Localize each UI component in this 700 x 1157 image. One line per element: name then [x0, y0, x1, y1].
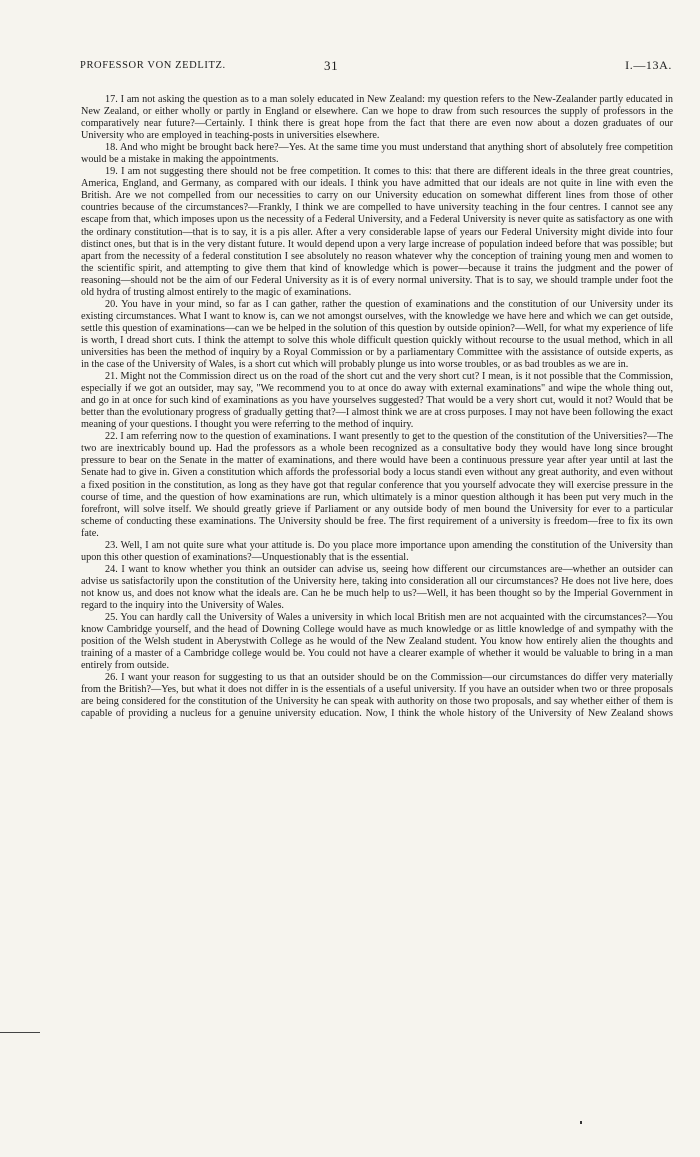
- paragraph-23: 23. Well, I am not quite sure what your attitude is. Do you place more importance upon amending the constitution of the University than upon this other question of examinations?—Unquestionably that is the essential.: [81, 539, 673, 563]
- paragraph-17: 17. I am not asking the question as to a man solely educated in New Zealand: my question refers to the New-Zealander partly educated in New Zealand, or either wholly or partly in England or elsewhere. Can we hope to draw from such resources the supply of professors in the comparatively near future?—Certainly. I think there is great hope from the fact that there are even now about a dozen graduates of our University who are employed in teaching-posts in universities elsewhere.: [81, 94, 673, 142]
- paragraph-22: 22. I am referring now to the question of examinations. I want presently to get to the question of the constitution of the Universities?—The two are inextricably bound up. Had the professors as a whole been recognized as a consultative body they would have long since brought pressure to bear on the Senate in the matter of examinations, and there would have been a continuous pressure year after year until at last the Senate had to give in. Given a constitution which affords the professorial body a locus standi even without any great authority, and even without a fixed position in the constitution, as long as they have got that regular conference that you yourself advocate they will exercise pressure in the course of time, and the question of how examinations are run, which ultimately is a minor question although it has been put very much in the forefront, will solve itself. We should greatly grieve if Parliament or any outside body of men bound the University for ever to a particular scheme of conducting these examinations. The University should be free. The first requirement of a university is freedom—free to fix its own fate.: [81, 431, 673, 539]
- paragraph-21: 21. Might not the Commission direct us on the road of the short cut and the very short cut? I mean, is it not possible that the Commission, especially if we got an outsider, may say, "We recommend you to at once do away with external examinations" and wipe the whole thing out, and go in at once for such kind of examinations as you have yourselves suggested? That would be a very short cut, would it not? Would that be better than the evolutionary progress of gradually getting that?—I almost think we are at cross purposes. I may not have been following the exact meaning of your questions. I thought you were referring to the method of inquiry.: [81, 371, 673, 431]
- paragraph-20: 20. You have in your mind, so far as I can gather, rather the question of examinations and the constitution of our University under its existing circumstances. What I want to know is, can we not amongst ourselves, with the knowledge we have here and which we can get outside, settle this question of examinations—can we be helped in the solution of this question by outside opinion?—Well, for what my experience of life is worth, I dread short cuts. I think the attempt to solve this whole difficult question quickly without recourse to the usual method, which in all universities has been the method of inquiry by a Royal Commission or by a parliamentary Committee with the assistance of outside experts, as in the case of the University of Wales, is a short cut which will probably plunge us into worse troubles, or as bad troubles as we are in.: [81, 298, 673, 371]
- page-header: [80, 58, 672, 74]
- margin-rule: [0, 1032, 40, 1033]
- paragraph-26: 26. I want your reason for suggesting to us that an outsider should be on the Commission—our circumstances do differ very materially from the British?—Yes, but what it does not differ in is the essentials of a useful university. If you have an outsider when two or three proposals are being considered for the constitution of the University he can speak with authority on those two proposals, and say whether either of them is capable of providing a nucleus for a genuine university education. Now, I think the whole history of the University of New Zealand shows: [81, 672, 673, 720]
- running-title: PROFESSOR VON ZEDLITZ.: [80, 60, 226, 71]
- paragraph-18: 18. And who might be brought back here?—Yes. At the same time you must understand that anything short of absolutely free competition would be a mistake in making the appointments.: [81, 142, 673, 166]
- ink-speck: [580, 1121, 582, 1124]
- paragraph-24: 24. I want to know whether you think an outsider can advise us, seeing how different our circumstances are—whether an outsider can advise us satisfactorily upon the constitution of the University here, taking into consideration all our circumstances? He does not live here, does not know us, and does not know what the ideals are. Can he be much help to us?—Well, it has been thought so by the Imperial Government in regard to the inquiry into the University of Wales.: [81, 563, 673, 611]
- paragraph-19: 19. I am not suggesting there should not be free competition. It comes to this: that there are different ideals in the three great countries, America, England, and Germany, as compared with our ideals. I think you have admitted that our ideals are not quite in line with even the British. Are we not compelled from our necessities to carry on our University education on somewhat different lines from those of other countries because of the circumstances?—Frankly, I think we are compelled to have university teaching in the four centres. I cannot see any escape from that, which imposes upon us the necessity of a Federal University, and a Federal University is never quite as satisfactory as one with the ordinary constitution—that is to say, it is a pis aller. After a very considerable lapse of years our Federal University might divide into four distinct ones, but that is in the very distant future. It would depend upon a very large increase of population indeed before that was possible; but apart from the necessity of a federal constitution I see absolutely no reason whatever why the conception of training young men and women to the scientific spirit, and attempting to give them that kind of knowledge which is power—because it trains the judgment and the power of reasoning—should not be the aim of our Federal University as it is of every normal university. That is to say, we should trample under foot the old hydra of trusting almost entirely to the magic of examinations.: [81, 166, 673, 298]
- page-body: [81, 94, 673, 720]
- paragraph-25: 25. You can hardly call the University of Wales a university in which local British men are not acquainted with the circumstances?—You know Cambridge yourself, and the head of Downing College would have as much knowledge or as little knowledge of and sympathy with the position of the Welsh student in Aberystwith College as he would of the New Zealand student. You know how entirely alien the thoughts and training of a master of a Cambridge college would be. You could not have a clearer example of whether it would be valuable to bring in a man entirely from outside.: [81, 612, 673, 672]
- page-number: 31: [324, 58, 339, 73]
- document-reference: I.—13A.: [625, 58, 672, 72]
